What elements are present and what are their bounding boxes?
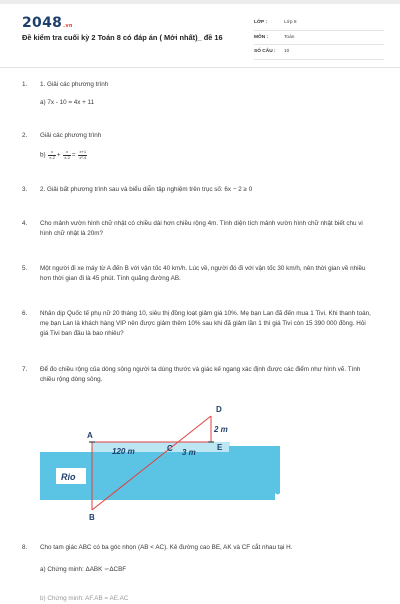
point-c-label: C	[167, 444, 173, 453]
river-diagram	[40, 398, 300, 526]
river-label: Rio	[61, 472, 76, 482]
point-b-label: B	[89, 513, 95, 522]
point-a-label: A	[87, 431, 93, 440]
top-bar	[0, 0, 400, 4]
measure-de: 2 m	[214, 425, 228, 434]
header-divider	[0, 67, 400, 68]
meta-row-count: SỐ CÂU : 10	[254, 45, 384, 60]
document-header	[0, 8, 400, 68]
measure-ce: 3 m	[182, 448, 196, 457]
document-title: Đề kiểm tra cuối kỳ 2 Toán 8 có đáp án ( Mới nhất)_ đề 16	[22, 33, 223, 42]
meta-row-class: LỚP : Lớp 8	[254, 16, 384, 31]
meta-table	[254, 16, 384, 60]
measure-ac: 120 m	[112, 447, 135, 456]
equation-2: b) $\frac{x}{x-2}$ + $\frac{x}{x-2}$ = $\frac{x+1}{\text{x²-4}}$	[40, 149, 87, 160]
point-e-label: E	[217, 443, 223, 452]
site-logo[interactable]: 2048.vn	[22, 15, 73, 31]
point-d-label: D	[216, 405, 222, 414]
river-figure	[40, 398, 300, 531]
meta-row-subject: MÔN : Toán	[254, 31, 384, 46]
